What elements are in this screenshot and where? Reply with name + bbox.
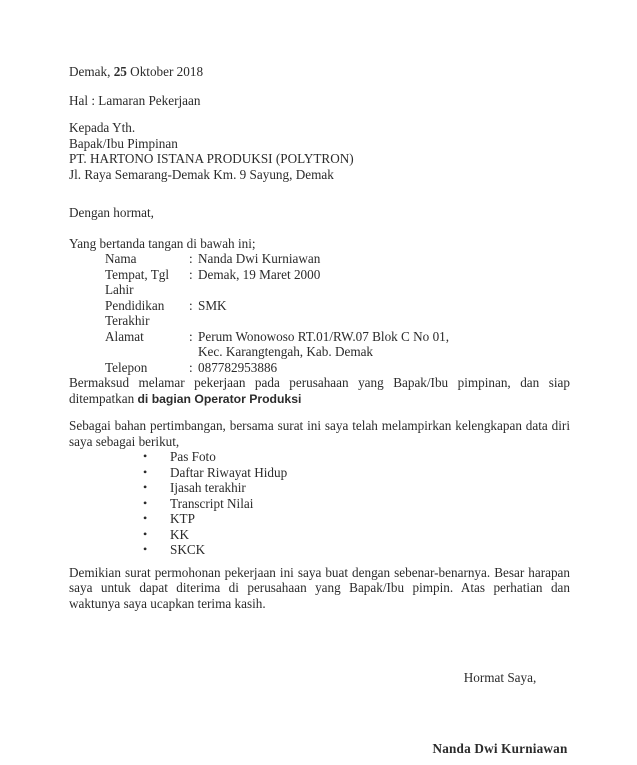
pd-value: SMK <box>198 297 227 313</box>
attachments-intro-paragraph <box>69 418 570 449</box>
attachments-intro-line-1: Sebagai bahan pertimbangan, bersama surat ini saya telah melampirkan kelengkapan data diri <box>69 418 570 433</box>
bullet-icon: • <box>143 480 148 494</box>
bullet-icon: • <box>143 511 148 525</box>
bullet-icon: • <box>143 464 148 479</box>
pd-row-ttl <box>69 267 570 298</box>
pd-colon: : <box>189 251 193 266</box>
attachment-item-skck <box>109 542 570 558</box>
pd-colon: : <box>189 297 193 313</box>
attachment-label: Pas Foto <box>170 449 216 464</box>
pd-value-line2: Kec. Karangtengah, Kab. Demak <box>198 344 374 359</box>
date-month-year: Oktober 2018 <box>126 64 204 79</box>
pd-value-line1: Perum Wonowoso RT.01/RW.07 Blok C No 01, <box>198 328 450 344</box>
pd-colon: : <box>189 328 193 344</box>
personal-data-table <box>69 251 570 375</box>
pd-row-pendidikan <box>69 298 570 329</box>
closing-line-1: Demikian surat permohonan pekerjaan ini saya buat dengan sebenar-benarnya. Besar harapan <box>69 564 570 580</box>
attachment-label: Ijasah terakhir <box>170 480 246 495</box>
attachments-list <box>69 449 570 558</box>
bullet-icon: • <box>143 526 148 541</box>
closing-line-3: waktunya saya ucapkan terima kasih. <box>69 595 266 611</box>
date-city: Demak, <box>69 64 114 79</box>
recipient-line-yth: Kepada Yth. <box>69 120 136 135</box>
attachment-label: Daftar Riwayat Hidup <box>170 464 288 480</box>
date-day: 25 <box>113 64 127 79</box>
recipient-line-company: PT. HARTONO ISTANA PRODUKSI (POLYTRON) <box>69 151 354 166</box>
recipient-line-pimpinan: Bapak/Ibu Pimpinan <box>69 135 178 151</box>
recipient-line-address: Jl. Raya Semarang-Demak Km. 9 Sayung, Demak <box>69 166 334 182</box>
pd-colon: : <box>189 266 193 282</box>
pd-value: 087782953886 <box>198 359 278 375</box>
salutation: Dengan hormat, <box>69 205 154 220</box>
pd-label: Telepon <box>105 359 148 375</box>
attachment-label: KK <box>170 526 190 542</box>
attachment-item-ktp <box>109 511 570 527</box>
attachment-item-riwayat <box>109 465 570 481</box>
pd-colon: : <box>189 359 193 375</box>
bullet-icon: • <box>143 542 148 556</box>
pd-value: Demak, 19 Maret 2000 <box>198 266 321 282</box>
bullet-icon: • <box>143 449 148 463</box>
recipient-block <box>69 120 570 182</box>
attachment-label: Transcript Nilai <box>170 495 254 511</box>
closing-paragraph <box>69 565 570 612</box>
attachment-item-kk <box>109 527 570 543</box>
pd-label: Tempat, Tgl Lahir <box>105 266 170 297</box>
purpose-position-bold: di bagian Operator Produksi <box>137 391 302 406</box>
purpose-paragraph <box>69 375 570 407</box>
pd-label: Nama <box>105 251 137 266</box>
purpose-line2-normal: ditempatkan <box>69 390 138 406</box>
intro-line: Yang bertanda tangan di bawah ini; <box>69 235 256 251</box>
signature-name: Nanda Dwi Kurniawan <box>432 740 568 756</box>
pd-row-alamat <box>69 329 570 360</box>
pd-label: Alamat <box>105 328 144 344</box>
attachments-intro-line-2: saya sebagai berikut, <box>69 433 180 449</box>
purpose-line-1: Bermaksud melamar pekerjaan pada perusahaan yang Bapak/Ibu pimpinan, dan siap <box>69 375 570 390</box>
bullet-icon: • <box>143 495 148 510</box>
signature-block <box>400 670 600 756</box>
subject-line: Hal : Lamaran Pekerjaan <box>69 92 201 108</box>
signoff: Hormat Saya, <box>463 670 537 685</box>
pd-label: Pendidikan Terakhir <box>105 297 165 328</box>
closing-line-2: saya untuk dapat diterima di perusahaan yang Bapak/Ibu pimpin. Atas perhatian dan <box>69 580 570 595</box>
pd-row-nama <box>69 251 570 267</box>
attachment-item-pas-foto <box>109 449 570 465</box>
date-line <box>69 64 570 80</box>
attachment-label: SKCK <box>170 542 206 557</box>
attachment-item-ijasah <box>109 480 570 496</box>
pd-row-telepon <box>69 360 570 376</box>
letter-content <box>69 64 570 756</box>
purpose-line-2 <box>69 391 570 408</box>
attachment-item-transcript <box>109 496 570 512</box>
pd-value: Nanda Dwi Kurniawan <box>198 251 321 266</box>
pd-value <box>198 329 570 360</box>
attachment-label: KTP <box>170 511 195 526</box>
